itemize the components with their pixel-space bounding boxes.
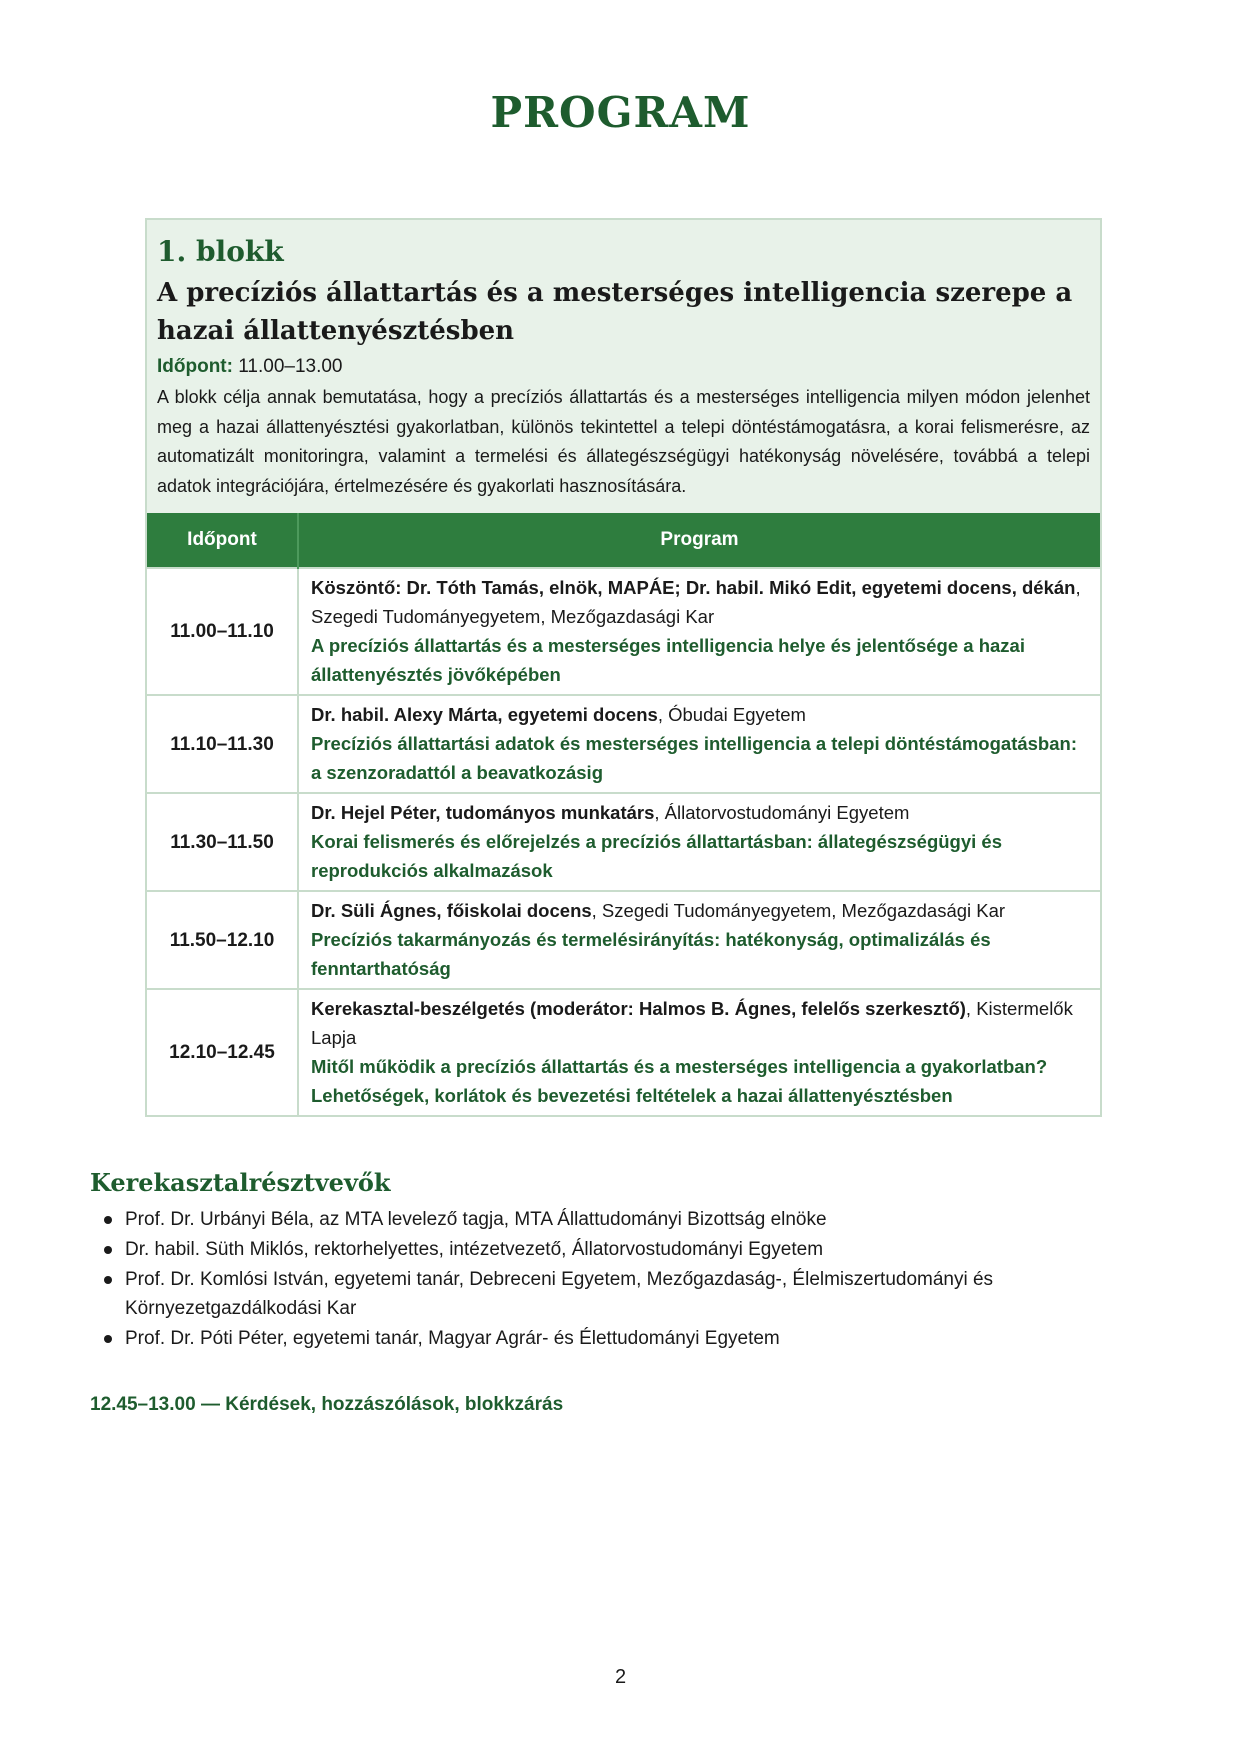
- block-box: [145, 218, 1102, 1117]
- row-program: [298, 695, 1100, 793]
- row-speaker: [311, 896, 1088, 925]
- list-item: [90, 1324, 1090, 1353]
- speaker-name: Dr. Süli Ágnes, főiskolai docens: [311, 900, 592, 921]
- block-number: 1. blokk: [157, 235, 284, 268]
- row-time: 11.50–12.10: [147, 891, 298, 989]
- column-header-time: Időpont: [147, 513, 298, 568]
- column-header-program: Program: [298, 513, 1100, 568]
- speaker-affiliation: , Szegedi Tudományegyetem, Mezőgazdasági Kar: [591, 900, 1006, 921]
- participant-text: Prof. Dr. Póti Péter, egyetemi tanár, Magyar Agrár- és Élettudományi Egyetem: [125, 1328, 780, 1349]
- block-time-value: 11.00–13.00: [238, 356, 343, 377]
- table-row: [147, 568, 1100, 695]
- table-header-row: [147, 513, 1100, 568]
- row-time: 11.10–11.30: [147, 695, 298, 793]
- table-row: [147, 891, 1100, 989]
- bullet-icon: [104, 1276, 112, 1284]
- talk-title: Precíziós takarmányozás és termelésirányítás: hatékonyság, optimalizálás és fenntarthatóság: [311, 929, 991, 979]
- closing-line: 12.45–13.00 — Kérdések, hozzászólások, blokkzárás: [90, 1394, 564, 1415]
- bullet-icon: [104, 1335, 112, 1343]
- row-program: [298, 989, 1100, 1115]
- row-program: [298, 891, 1100, 989]
- talk-title: A precíziós állattartás és a mesterséges intelligencia helye és jelentősége a hazai állattenyésztés jövőképében: [311, 635, 1025, 685]
- speaker-affiliation: , Szegedi Tudományegyetem, Mezőgazdasági Kar: [311, 577, 1081, 627]
- list-item: [90, 1205, 1090, 1234]
- page-number: 2: [614, 1666, 627, 1688]
- speaker-affiliation: , Óbudai Egyetem: [657, 704, 806, 725]
- speaker-name: Dr. habil. Alexy Márta, egyetemi docens: [311, 704, 658, 725]
- block-time-label: Időpont:: [157, 356, 233, 377]
- bullet-icon: [104, 1216, 112, 1224]
- participant-text: Prof. Dr. Komlósi István, egyetemi tanár, Debreceni Egyetem, Mezőgazdaság-, Élelmiszertudományi és Környezetgazdálkodási Kar: [125, 1269, 994, 1319]
- table-row: [147, 989, 1100, 1115]
- speaker-name: Kerekasztal-beszélgetés (moderátor: Halmos B. Ágnes, felelős szerkesztő): [311, 998, 966, 1019]
- talk-title: Korai felismerés és előrejelzés a precíziós állattartásban: állategészségügyi és reprodukciós alkalmazások: [311, 831, 1002, 881]
- block-description: A blokk célja annak bemutatása, hogy a precíziós állattartás és a mesterséges intelligencia milyen módon jelenhet meg a hazai állattenyésztési gyakorlatban, különös tekintettel a telepi döntéstámogatásra, a korai felismerésre, az automatizált monitoringra, valamint a termelési és állategészségügyi hatékonyság növelésére, továbbá a telepi adatok integrációjára, értelmezésére és gyakorlati hasznosítására.: [157, 387, 1090, 496]
- row-speaker: [311, 573, 1088, 631]
- list-item: [90, 1265, 1090, 1323]
- participant-text: Dr. habil. Süth Miklós, rektorhelyettes, intézetvezető, Állatorvostudományi Egyetem: [125, 1239, 824, 1260]
- table-row: [147, 793, 1100, 891]
- speaker-name: Dr. Hejel Péter, tudományos munkatárs: [311, 802, 655, 823]
- page-title: PROGRAM: [490, 88, 751, 137]
- row-time: 11.30–11.50: [147, 793, 298, 891]
- roundtable-participants-list: [90, 1205, 1090, 1354]
- row-time: 12.10–12.45: [147, 989, 298, 1115]
- talk-title: Precíziós állattartási adatok és mesterséges intelligencia a telepi döntéstámogatásban: a szenzoradattól a beavatkozásig: [311, 733, 1077, 783]
- block-header: [147, 220, 1100, 513]
- table-row: [147, 695, 1100, 793]
- talk-title: Mitől működik a precíziós állattartás és a mesterséges intelligencia a gyakorlatban? Lehetőségek, korlátok és bevezetési feltételek a hazai állattenyésztésben: [311, 1056, 1048, 1106]
- row-program: [298, 793, 1100, 891]
- speaker-name: Köszöntő: Dr. Tóth Tamás, elnök, MAPÁE; Dr. habil. Mikó Edit, egyetemi docens, dékán: [311, 577, 1076, 598]
- participant-text: Prof. Dr. Urbányi Béla, az MTA levelező tagja, MTA Állattudományi Bizottság elnöke: [125, 1209, 827, 1230]
- row-program: [298, 568, 1100, 695]
- roundtable-heading: Kerekasztalrésztvevők: [90, 1168, 391, 1197]
- bullet-icon: [104, 1246, 112, 1254]
- row-speaker: [311, 994, 1088, 1052]
- speaker-affiliation: , Kistermelők Lapja: [311, 998, 1073, 1048]
- list-item: [90, 1235, 1090, 1264]
- row-speaker: [311, 798, 1088, 827]
- row-speaker: [311, 700, 1088, 729]
- row-time: 11.00–11.10: [147, 568, 298, 695]
- schedule-table: [147, 513, 1100, 1115]
- block-subtitle: A precíziós állattartás és a mesterséges intelligencia szerepe a hazai állattenyésztésben: [157, 278, 1073, 346]
- speaker-affiliation: , Állatorvostudományi Egyetem: [654, 802, 910, 823]
- block-time: [157, 354, 1090, 380]
